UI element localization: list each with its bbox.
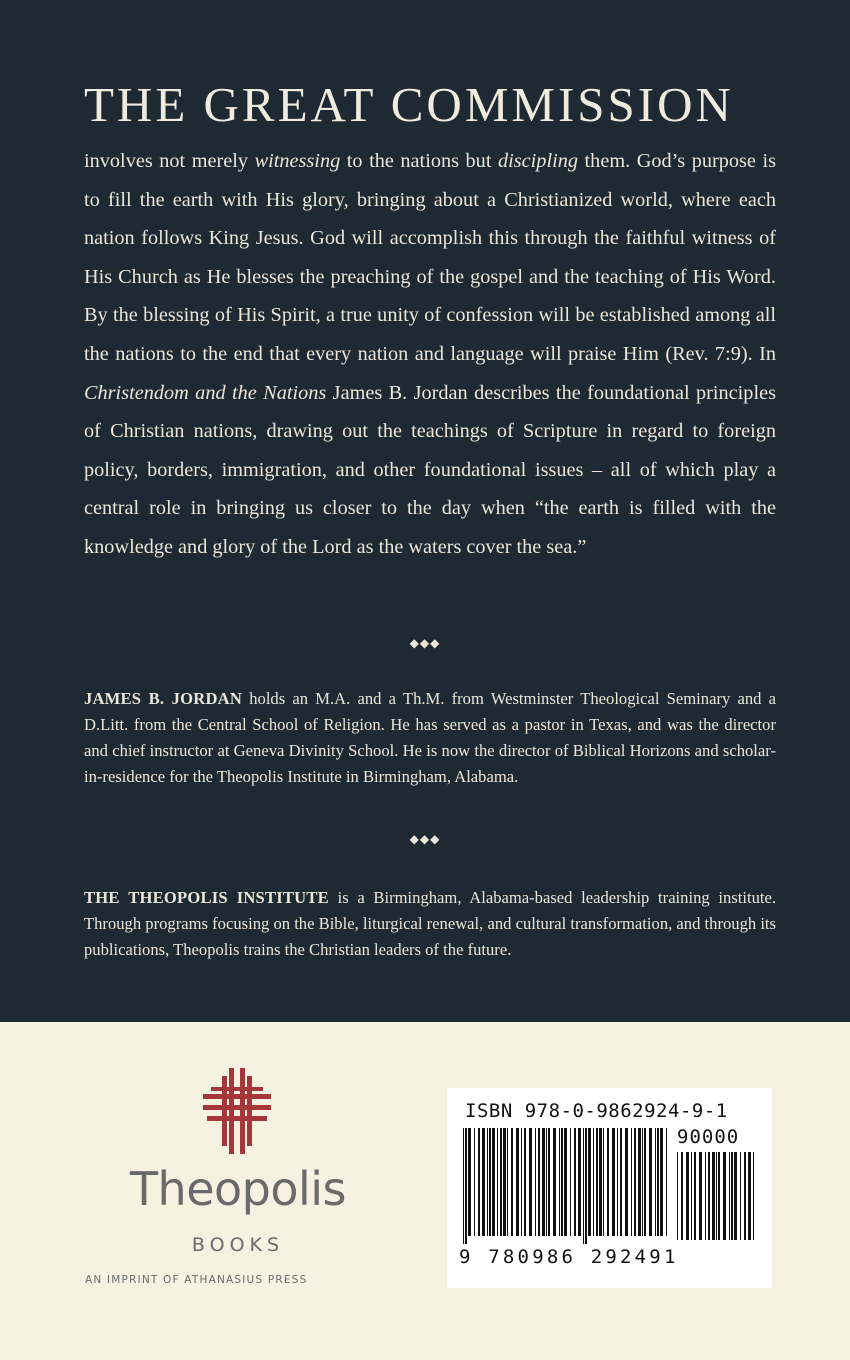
barcode-bar [723,1152,726,1240]
barcode-bar [561,1128,563,1236]
barcode-bar [694,1152,696,1240]
barcode-bar [492,1128,495,1236]
barcode-bar [631,1128,632,1236]
barcode-bar [593,1128,594,1236]
imprint-text: AN IMPRINT OF ATHANASIUS PRESS [85,1274,308,1286]
barcode-bar [607,1128,609,1236]
barcode-bar [712,1152,715,1240]
barcode-bar [705,1152,706,1240]
barcode-bar [578,1128,581,1236]
publisher-line: BOOKS [191,1234,285,1256]
barcode-bar [649,1128,652,1236]
isbn-text: ISBN 978-0-9862924-9-1 [465,1100,728,1122]
blurb-emphasis: witnessing [254,150,341,172]
barcode-bar [546,1128,547,1236]
barcode-bar [660,1128,663,1236]
barcode-bar [655,1128,656,1236]
barcode-bar [734,1152,737,1240]
barcode-bar [521,1128,522,1236]
barcode-bar [529,1128,532,1236]
barcode-bar [612,1128,615,1236]
barcode-bar [638,1128,641,1236]
separator-diamonds: ◆◆◆ [409,832,441,846]
barcode-bar [634,1128,636,1236]
separator-diamonds: ◆◆◆ [409,636,441,650]
barcode-bar [487,1128,488,1236]
blurb-emphasis: discipling [498,150,578,172]
barcode-bar [535,1128,536,1236]
barcode-bar [657,1128,659,1236]
cross-lattice-icon [203,1068,271,1154]
barcode-bar [625,1128,628,1236]
barcode-bar [644,1128,646,1236]
cover-blurb [84,142,776,567]
barcode-bar [564,1128,567,1236]
barcode-bar [497,1128,498,1236]
barcode-bar [463,1128,464,1244]
barcode-bar [524,1128,526,1236]
ean-barcode [463,1128,673,1248]
barcode-bar [482,1128,485,1236]
barcode-bar [503,1128,506,1236]
barcode-bar [708,1152,710,1240]
barcode-bar [699,1152,702,1240]
price-code: 90000 [677,1126,740,1148]
institute-bio [84,885,776,963]
book-title-italic: Christendom and the Nations [84,381,327,404]
barcode-bar [478,1128,480,1236]
barcode-bar [511,1128,513,1236]
barcode-bar [548,1128,550,1236]
barcode-bar [729,1152,730,1240]
barcode-bar [620,1128,622,1236]
barcode-bar [744,1152,746,1240]
barcode-bar [489,1128,491,1236]
institute-bio-text: is a Birmingham, Alabama-based leadership training institute. Through programs focusing on the Bible, liturgical renewal, and cultural transformation, and through its publications, Theopolis trains the Christian leaders of the future. [84,888,776,959]
barcode-bar [588,1128,591,1236]
addon-barcode [677,1152,757,1248]
barcode-bar [574,1128,576,1236]
author-bio [84,686,776,790]
author-name: JAMES B. JORDAN [84,689,243,708]
barcode-bar [731,1152,733,1240]
barcode-bar [716,1152,717,1240]
barcode-bar [468,1128,471,1236]
barcode-bar [570,1128,571,1236]
barcode-panel [447,1088,772,1288]
barcode-bar [691,1152,692,1240]
back-cover-light-panel [0,1022,850,1360]
barcode-bar [617,1128,618,1236]
barcode-bar [559,1128,560,1236]
barcode-bar [686,1152,689,1240]
barcode-bar [474,1128,475,1236]
barcode-bar [666,1128,667,1236]
blurb-text: them. God’s purpose is to fill the earth with His glory, bringing about a Christianized world, where each nation follows King Jesus. God will accomplish this through the faithful witness of His Church as He blesses the preaching of the gospel and the teaching of His Word. By the blessing of His Spirit, a true unity of confession will be established among all the nations to the end that every nation and language will praise Him (Rev. 7:9). In [84,150,776,365]
blurb-text: involves not merely [84,150,255,172]
barcode-bar [516,1128,519,1236]
barcode-bar [718,1152,720,1240]
barcode-bar [753,1152,754,1240]
barcode-bar [677,1152,678,1240]
ean-digits: 9 780986 292491 [459,1246,679,1268]
barcode-bar [465,1128,467,1244]
blurb-text: to the nations but [340,150,498,172]
barcode-bar [542,1128,545,1236]
blurb-text: James B. Jordan describes the foundational principles of Christian nations, drawing out the teachings of Scripture in regard to foreign policy, borders, immigration, and other foundational issues – all of which play a central role in bringing us closer to the day when “the earth is filled with the knowledge and glory of the Lord as the waters cover the sea.” [84,381,776,558]
barcode-bar [681,1152,683,1240]
author-bio-text: holds an M.A. and a Th.M. from Westminster Theological Seminary and a D.Litt. from the Central School of Religion. He has served as a pastor in Texas, and was the director and chief instructor at Geneva Divinity School. He is now the director of Biblical Horizons and scholar-in-residence for the Theopolis Institute in Birmingham, Alabama. [84,689,777,786]
barcode-bar [500,1128,502,1236]
barcode-bar [642,1128,643,1236]
publisher-brand: Theopolis [129,1162,347,1216]
barcode-bar [583,1128,584,1244]
barcode-bar [585,1128,587,1244]
barcode-bar [596,1128,598,1236]
institute-name: THE THEOPOLIS INSTITUTE [84,888,329,907]
barcode-bar [603,1128,604,1236]
barcode-bar [740,1152,741,1240]
barcode-bar [538,1128,540,1236]
barcode-bar [553,1128,556,1236]
barcode-bar [507,1128,508,1236]
barcode-bar [599,1128,602,1236]
cover-title: THE GREAT COMMISSION [84,77,734,132]
barcode-bar [748,1152,751,1240]
